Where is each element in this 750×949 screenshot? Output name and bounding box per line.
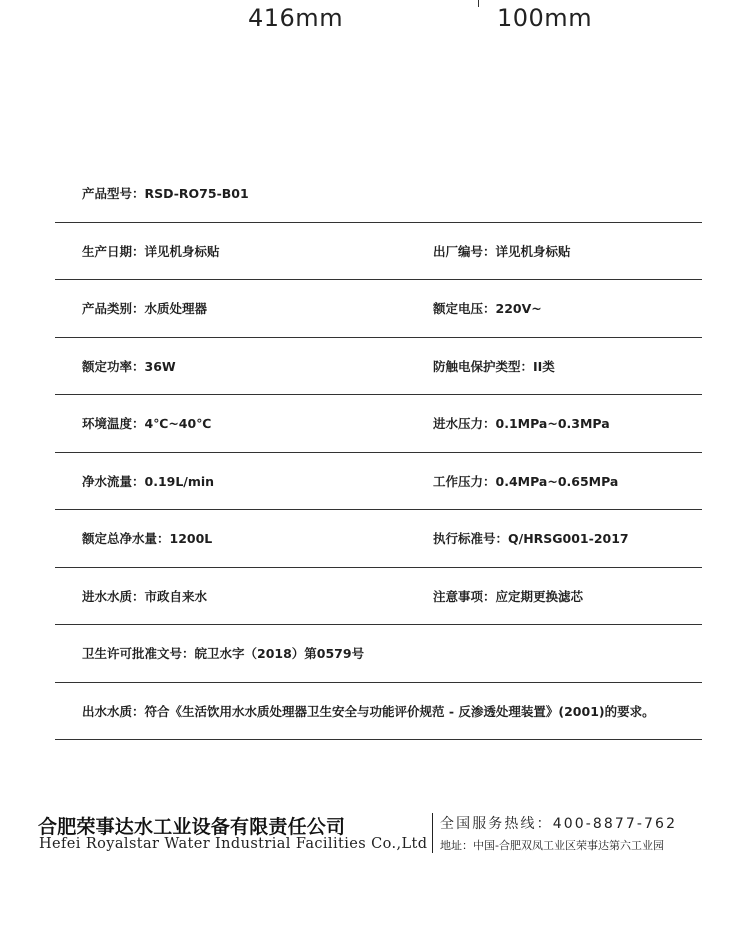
spec-total-capacity: 额定总净水量：1200L [82,531,213,547]
company-address: 地址：中国-合肥双凤工业区荣事达第六工业园 [440,839,664,852]
spec-flow-rate: 净水流量：0.19L/min [82,473,215,489]
dimension-tick [478,0,479,7]
spec-row [55,453,702,511]
spec-inlet-water-quality: 进水水质：市政自来水 [82,588,208,604]
spec-shock-protection: 防触电保护类型：II类 [433,358,555,374]
spec-serial-number: 出厂编号：详见机身标贴 [433,243,571,259]
spec-category: 产品类别：水质处理器 [82,301,208,317]
spec-model: 产品型号：RSD-RO75-B01 [82,186,249,202]
dimension-width: 416mm [248,4,344,32]
spec-rated-voltage: 额定电压：220V~ [433,301,542,317]
company-name-en: Hefei Royalstar Water Industrial Facilities Co.,Ltd [39,836,428,852]
footer-divider [432,813,433,853]
spec-ambient-temperature: 环境温度：4℃~40℃ [82,416,212,432]
spec-working-pressure: 工作压力：0.4MPa~0.65MPa [433,473,619,489]
spec-production-date: 生产日期：详见机身标贴 [82,243,220,259]
spec-row [55,568,702,626]
spec-health-license: 卫生许可批准文号：皖卫水字（2018）第0579号 [82,646,365,662]
spec-outlet-water-quality: 出水水质：符合《生活饮用水水质处理器卫生安全与功能评价规范 - 反渗透处理装置》(2001)的要求。 [82,703,655,719]
company-name-cn: 合肥荣事达水工业设备有限责任公司 [38,816,346,838]
spec-row [55,395,702,453]
spec-row [55,338,702,396]
spec-standard-number: 执行标准号：Q/HRSG001-2017 [433,531,629,547]
spec-row [55,625,702,683]
spec-row [55,280,702,338]
company-footer [38,810,718,860]
spec-rated-power: 额定功率：36W [82,358,176,374]
spec-row [55,223,702,281]
spec-table [55,165,702,740]
dimension-depth: 100mm [497,4,593,32]
spec-row [55,510,702,568]
service-hotline: 全国服务热线：400-8877-762 [440,816,678,832]
spec-notice: 注意事项：应定期更换滤芯 [433,588,584,604]
spec-inlet-pressure: 进水压力：0.1MPa~0.3MPa [433,416,610,432]
spec-row [55,165,702,223]
spec-row [55,683,702,741]
